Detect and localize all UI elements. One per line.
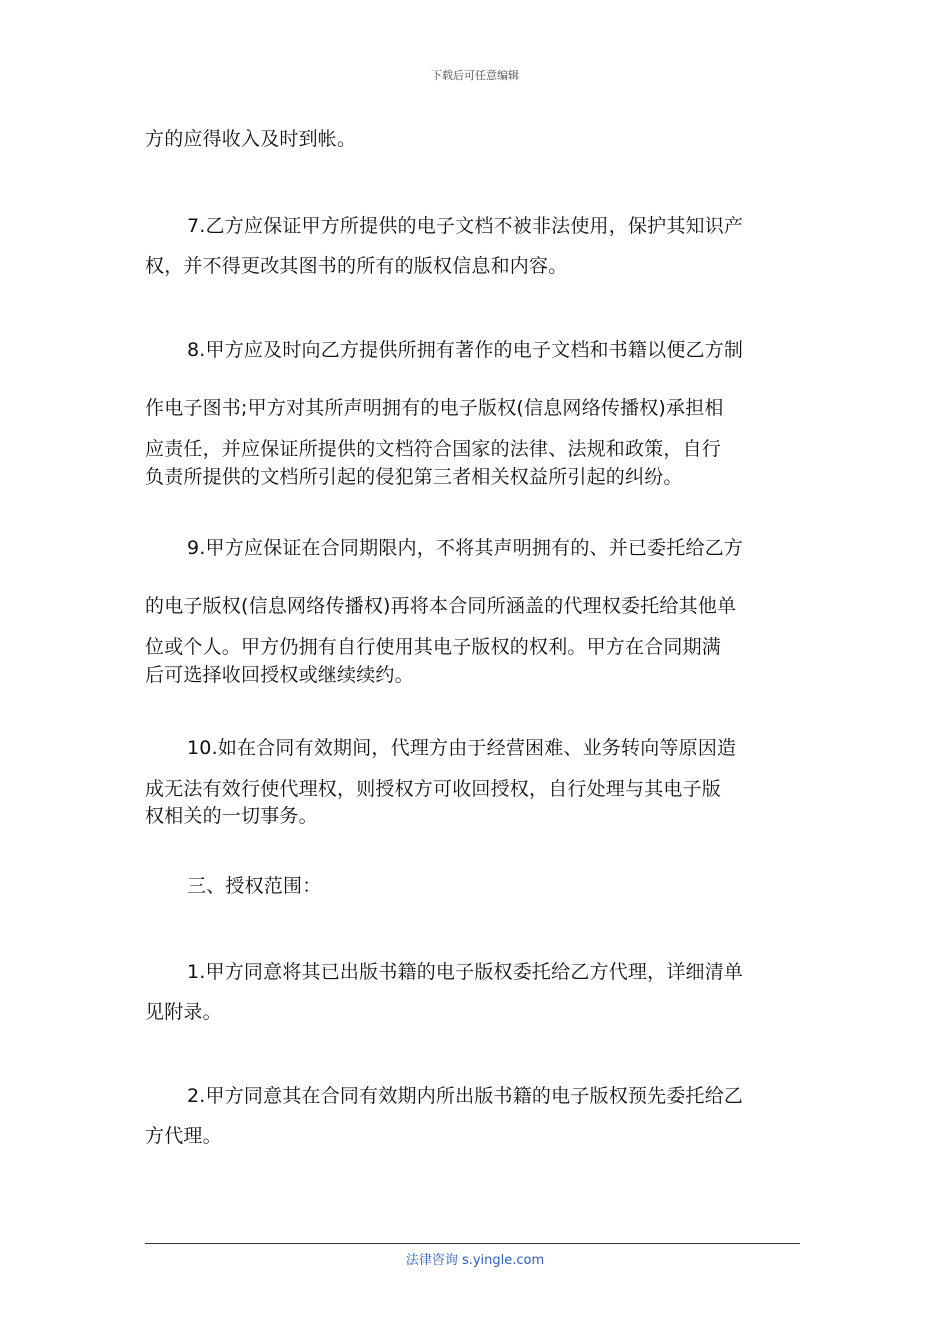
paragraph-line: 成无法有效行使代理权，则授权方可收回授权，自行处理与其电子版	[145, 778, 722, 800]
page-header-note: 下载后可任意编辑	[431, 69, 519, 82]
paragraph-line: 1.甲方同意将其已出版书籍的电子版权委托给乙方代理，详细清单	[187, 961, 744, 983]
paragraph-clause-7	[145, 206, 805, 286]
paragraph-line: 位或个人。甲方仍拥有自行使用其电子版权的权利。甲方在合同期满	[145, 636, 722, 658]
paragraph-line: 10.如在合同有效期间，代理方由于经营困难、业务转向等原因造	[187, 737, 737, 759]
paragraph-line: 权相关的一切事务。	[145, 805, 318, 827]
paragraph-line: 的电子版权(信息网络传播权)再将本合同所涵盖的代理权委托给其他单	[145, 595, 737, 617]
paragraph-line: 9.甲方应保证在合同期限内，不将其声明拥有的、并已委托给乙方	[187, 537, 744, 559]
paragraph-line: 7.乙方应保证甲方所提供的电子文档不被非法使用，保护其知识产	[187, 215, 744, 237]
paragraph-line: 权，并不得更改其图书的所有的版权信息和内容。	[145, 255, 568, 277]
paragraph-line: 见附录。	[145, 1001, 222, 1023]
paragraph-clause-8	[145, 330, 805, 490]
section-heading-authorization-scope	[145, 866, 805, 906]
paragraph-line: 应责任，并应保证所提供的文档符合国家的法律、法规和政策，自行	[145, 438, 722, 460]
paragraph-line: 负责所提供的文档所引起的侵犯第三者相关权益所引起的纠纷。	[145, 466, 683, 488]
footer-link[interactable]: 法律咨询 s.yingle.com	[405, 1253, 545, 1268]
paragraph-line: 2.甲方同意其在合同有效期内所出版书籍的电子版权预先委托给乙	[187, 1085, 744, 1107]
footer-divider	[145, 1243, 800, 1244]
paragraph-scope-2	[145, 1076, 805, 1156]
section-heading-text: 三、授权范围：	[187, 875, 322, 897]
paragraph-continuation	[145, 120, 805, 158]
paragraph-line: 8.甲方应及时向乙方提供所拥有著作的电子文档和书籍以便乙方制	[187, 339, 744, 361]
paragraph-clause-9	[145, 528, 805, 688]
paragraph-scope-1	[145, 952, 805, 1032]
paragraph-line: 方的应得收入及时到帐。	[145, 128, 357, 150]
paragraph-line: 作电子图书;甲方对其所声明拥有的电子版权(信息网络传播权)承担相	[145, 397, 724, 419]
paragraph-clause-10	[145, 728, 805, 828]
paragraph-line: 方代理。	[145, 1125, 222, 1147]
paragraph-line: 后可选择收回授权或继续续约。	[145, 664, 414, 686]
